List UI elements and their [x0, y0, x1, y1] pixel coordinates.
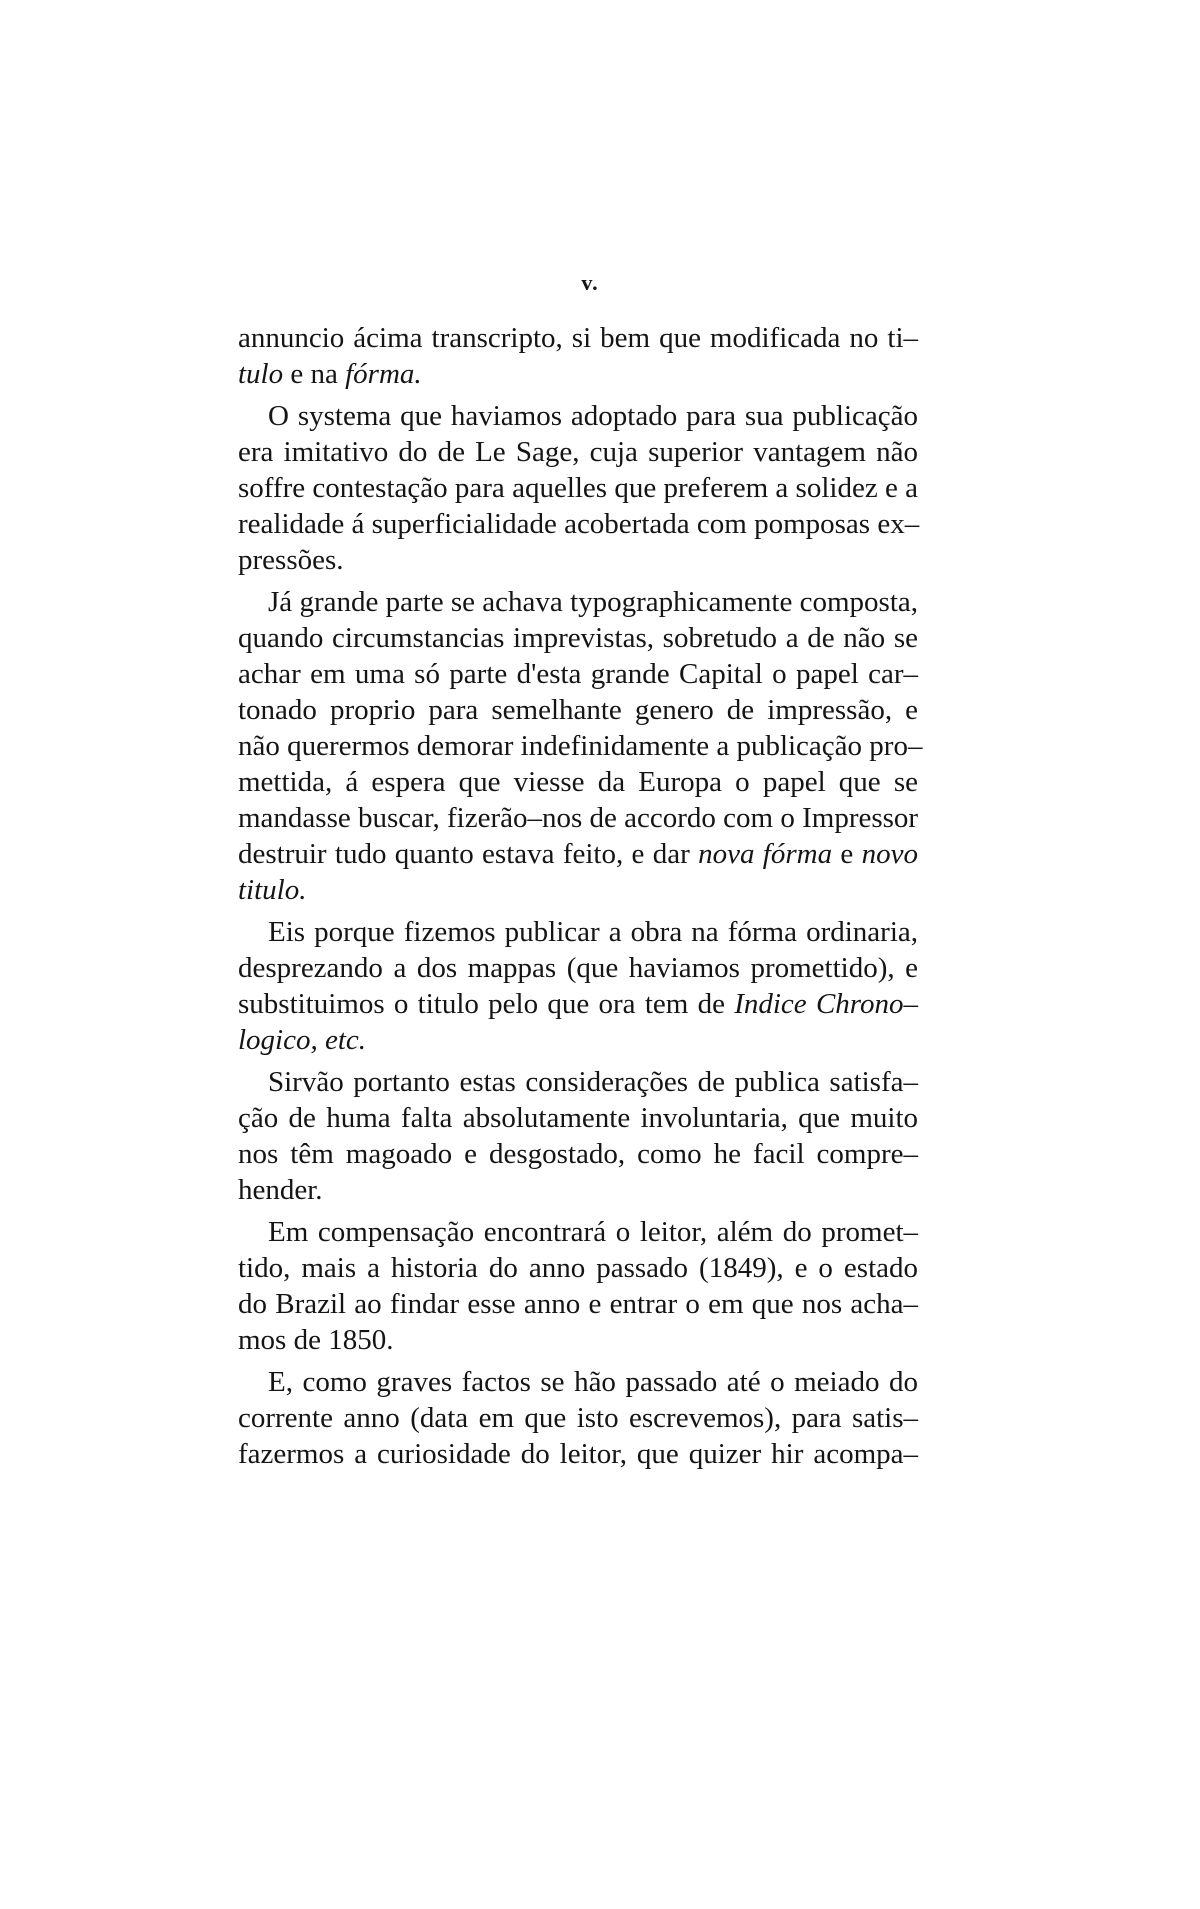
text-line: nos têm magoado e desgostado, como he facil compre–	[238, 1138, 918, 1170]
text-line: Já grande parte se achava typographicamente composta,	[268, 586, 918, 618]
text-line: desprezando a dos mappas (que haviamos promettido), e	[238, 952, 918, 984]
paragraph	[238, 584, 923, 908]
text-line	[238, 836, 918, 872]
text-line: Eis porque fizemos publicar a obra na fórma ordinaria,	[268, 916, 918, 948]
text-line: pressões.	[238, 544, 344, 576]
italic-text: Indice Chrono–	[734, 988, 918, 1020]
text-line	[238, 986, 918, 1022]
text-line: não querermos demorar indefinidamente a publicação pro–	[238, 730, 923, 762]
text-line: O systema que haviamos adoptado para sua publicação	[268, 400, 918, 432]
text-line: ção de huma falta absolutamente involuntaria, que muito	[238, 1102, 918, 1134]
paragraph	[238, 1064, 918, 1208]
paragraph	[238, 320, 918, 392]
text-run: substituimos o titulo pelo que ora tem de	[238, 988, 735, 1020]
italic-text: tulo	[238, 358, 284, 390]
italic-text: fórma.	[345, 358, 422, 390]
italic-text: logico, etc.	[238, 1024, 367, 1056]
text-line	[238, 872, 918, 908]
text-line	[238, 356, 918, 392]
paragraph	[238, 398, 918, 578]
text-line: mos de 1850.	[238, 1324, 394, 1356]
text-run: e na	[283, 358, 346, 390]
paragraph	[238, 914, 918, 1058]
page-number: v.	[581, 270, 599, 295]
text-line: corrente anno (data em que isto escrevemos), para satis–	[238, 1402, 918, 1434]
text-line: fazermos a curiosidade do leitor, que quizer hir acompa–	[238, 1438, 918, 1470]
text-line: Sirvão portanto estas considerações de publica satisfa–	[268, 1066, 918, 1098]
body-text	[238, 320, 923, 1472]
text-line: realidade á superficialidade acobertada com pomposas ex–	[238, 508, 920, 540]
text-line: soffre contestação para aquelles que preferem a solidez e a	[238, 472, 918, 504]
text-line: era imitativo do de Le Sage, cuja superior vantagem não	[238, 436, 918, 468]
text-line: mettida, á espera que viesse da Europa o papel que se	[238, 766, 918, 798]
text-line: Em compensação encontrará o leitor, além do promet–	[268, 1216, 918, 1248]
text-line: quando circumstancias imprevistas, sobretudo a de não se	[238, 622, 918, 654]
text-line: achar em uma só parte d'esta grande Capital o papel car–	[238, 658, 918, 690]
italic-text: titulo.	[238, 874, 307, 906]
text-line: tido, mais a historia do anno passado (1849), e o estado	[238, 1252, 918, 1284]
text-line: mandasse buscar, fizerão–nos de accordo com o Impressor	[238, 802, 919, 834]
paragraph	[238, 1214, 918, 1358]
text-line: E, como graves factos se hão passado até o meiado do	[268, 1366, 918, 1398]
text-run: e	[832, 838, 862, 870]
text-run: destruir tudo quanto estava feito, e dar	[238, 838, 699, 870]
text-line: tonado proprio para semelhante genero de impressão, e	[238, 694, 918, 726]
text-line	[238, 1022, 918, 1058]
italic-text: nova fórma	[698, 838, 833, 870]
text-line: do Brazil ao findar esse anno e entrar o em que nos acha–	[238, 1288, 918, 1320]
italic-text: novo	[861, 838, 918, 870]
text-line: annuncio ácima transcripto, si bem que modificada no ti–	[238, 322, 918, 354]
text-line: hender.	[238, 1174, 323, 1206]
paragraph	[238, 1364, 918, 1472]
